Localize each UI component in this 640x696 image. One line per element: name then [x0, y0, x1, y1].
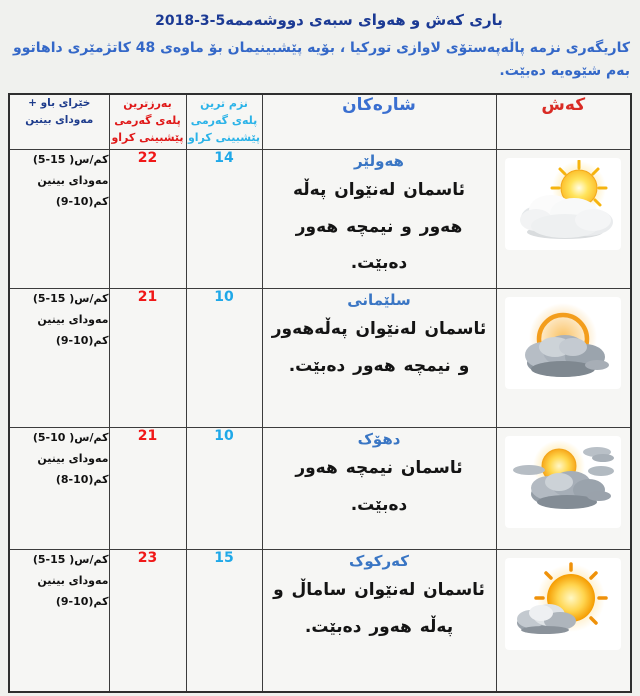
- mostly-sunny-small-cloud-icon: [505, 558, 621, 650]
- wind-speed: کم/س(5-10 ): [32, 431, 109, 445]
- table-row: [9, 150, 631, 289]
- table-row: [9, 428, 631, 550]
- table-row: [9, 550, 631, 693]
- visibility-label: مەودای بینین: [37, 313, 109, 327]
- wind-visibility-cell: [9, 150, 109, 289]
- partly-cloudy-icon: [505, 158, 621, 250]
- header-cities: شارەکان: [262, 94, 496, 150]
- header-wind-line2: مەودای بینین: [25, 113, 94, 126]
- forecast-table: [8, 93, 632, 693]
- page-title: [10, 8, 630, 33]
- forecast-description: ئاسمان لەنێوان پەڵە هەور و نیمچە هەور دەبێت.: [292, 180, 465, 274]
- sun-scattered-clouds-icon: [505, 436, 621, 528]
- forecast-description: ئاسمان لەنێوان ساماڵ و پەڵە هەور دەبێت.: [273, 580, 485, 637]
- visibility-range: کم(9-10): [55, 333, 109, 347]
- wind-speed: کم/س(5-15 ): [32, 153, 109, 167]
- visibility-range: کم(9-10): [55, 594, 109, 608]
- high-temp-value: 22: [109, 150, 186, 289]
- header-low-temp: نزم ترین پلەی گەرمی پێشبینی کراو: [186, 94, 262, 150]
- forecast-description: ئاسمان لەنێوان پەڵەهەور و نیمچە هەور دەبێت.: [271, 319, 487, 376]
- table-row: [9, 289, 631, 428]
- high-temp-value: 21: [109, 289, 186, 428]
- header-high-temp: بەرزترین پلەی گەرمی پێشبینی کراو: [109, 94, 186, 150]
- page-subtitle: کاریگەری نزمە پاڵەپەستۆی لاوازی تورکیا ، بۆیە پێشبینیمان بۆ ماوەی 48 کاتژمێری داهاتوو بەم شێوەیە دەبێت.: [13, 40, 630, 80]
- header-wind-line1: خێرای باو +: [28, 97, 91, 110]
- low-temp-value: 10: [186, 289, 262, 428]
- mostly-cloudy-icon: [505, 297, 621, 389]
- low-temp-value: 10: [186, 428, 262, 550]
- high-temp-value: 21: [109, 428, 186, 550]
- low-temp-value: 15: [186, 550, 262, 693]
- page-title-text: باری کەش و هەوای سبەی دووشەممە: [225, 11, 503, 29]
- wind-visibility-cell: [9, 289, 109, 428]
- forecast-description: ئاسمان نیمچە هەور دەبێت.: [295, 458, 463, 515]
- city-name: سلێمانی: [347, 291, 411, 310]
- low-temp-value: 14: [186, 150, 262, 289]
- wind-visibility-cell: [9, 428, 109, 550]
- visibility-label: مەودای بینین: [37, 452, 109, 466]
- masthead: [0, 0, 640, 83]
- city-name: کەرکوک: [349, 552, 409, 571]
- header-wind-visibility: [9, 94, 109, 150]
- high-temp-value: 23: [109, 550, 186, 693]
- wind-visibility-cell: [9, 550, 109, 693]
- visibility-range: کم(9-10): [55, 194, 109, 208]
- visibility-label: مەودای بینین: [37, 174, 109, 188]
- visibility-label: مەودای بینین: [37, 574, 109, 588]
- wind-speed: کم/س(5-15 ): [32, 553, 109, 567]
- city-name: دهۆک: [357, 430, 401, 449]
- table-header-row: [9, 94, 631, 150]
- forecast-date: 2018-3-5: [155, 13, 226, 29]
- header-weather: کەش: [496, 94, 631, 150]
- city-name: هەولێر: [354, 152, 404, 171]
- visibility-range: کم(8-10): [55, 472, 109, 486]
- wind-speed: کم/س(5-15 ): [32, 292, 109, 306]
